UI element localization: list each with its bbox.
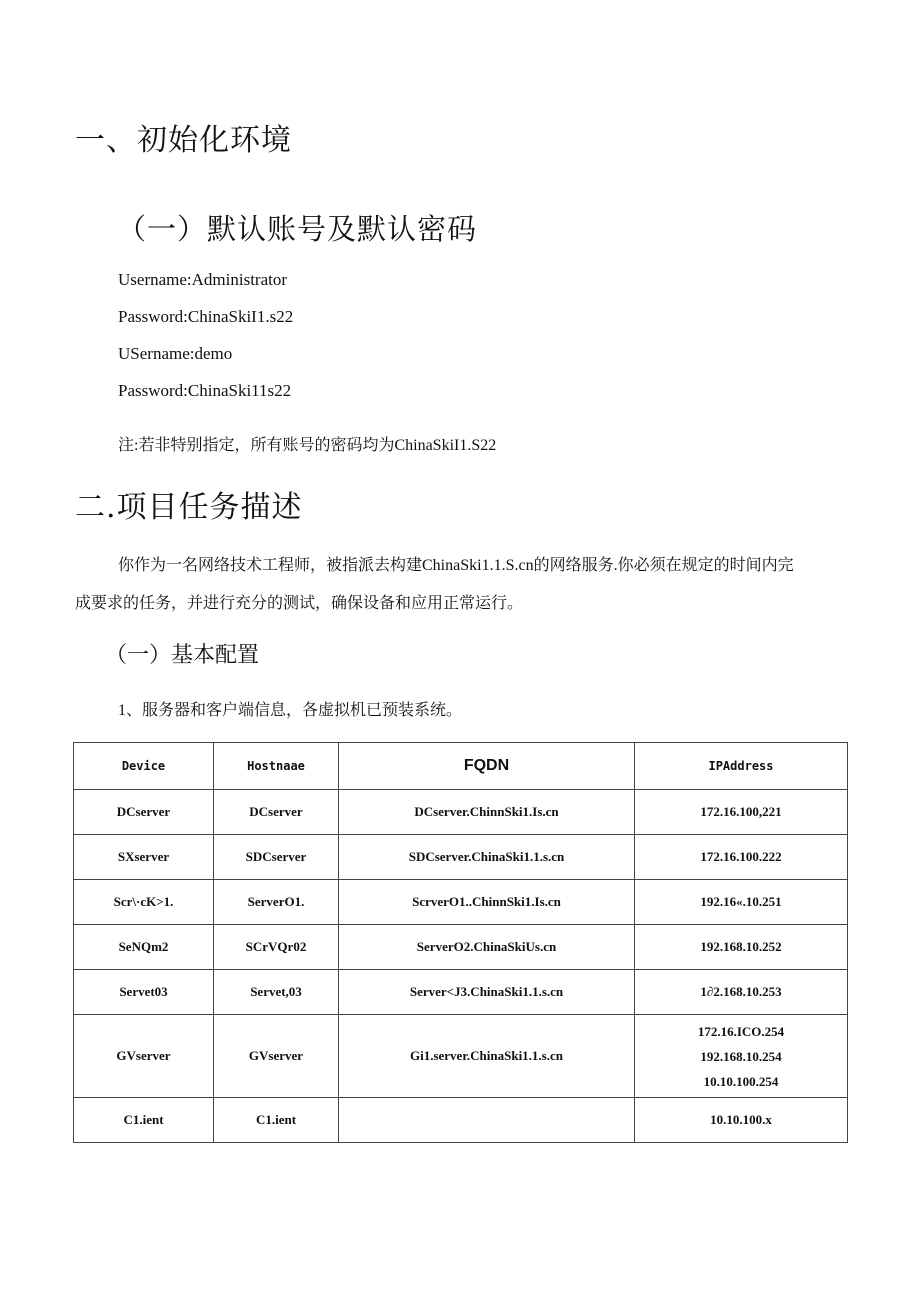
column-header-device: Device — [74, 743, 214, 790]
fqdn-cell: SDCserver.ChinaSki1.1.s.cn — [339, 835, 635, 880]
device-cell: Servet03 — [74, 970, 214, 1015]
ip-address-line: 10.10.100.254 — [703, 1073, 779, 1089]
table-row — [74, 925, 848, 970]
device-cell: GVserver — [74, 1015, 214, 1098]
ip-cell: 192.16«.10.251 — [635, 880, 848, 925]
ip-cell: 172.16.100,221 — [635, 790, 848, 835]
device-cell: Scr\·cK>1. — [74, 880, 214, 925]
fqdn-cell: ScrverO1..ChinnSki1.Is.cn — [339, 880, 635, 925]
list-item-1: 1、服务器和客户端信息，各虚拟机已预装系统。 — [118, 702, 463, 719]
subsection-title-basic-config: （一）基本配置 — [105, 643, 260, 668]
table-row — [74, 1098, 848, 1143]
ip-cell — [635, 1015, 848, 1098]
device-cell: C1.ient — [74, 1098, 214, 1143]
column-header-ipaddress: IPAddress — [635, 743, 848, 790]
ip-cell: 1∂2.168.10.253 — [635, 970, 848, 1015]
credential-line: Password:ChinaSki11s22 — [118, 381, 292, 400]
password-note: 注:若非特别指定，所有账号的密码均为ChinaSkiI1.S22 — [118, 437, 497, 454]
table-row — [74, 790, 848, 835]
device-cell: SXserver — [74, 835, 214, 880]
table-row — [74, 970, 848, 1015]
fqdn-cell — [339, 1098, 635, 1143]
hostname-cell: SCrVQr02 — [214, 925, 339, 970]
hostname-cell: C1.ient — [214, 1098, 339, 1143]
hostname-cell: GVserver — [214, 1015, 339, 1098]
hostname-cell: DCserver — [214, 790, 339, 835]
section-title-init: 一、初始化环境 — [75, 123, 292, 158]
table-row — [74, 880, 848, 925]
hostname-cell: SDCserver — [214, 835, 339, 880]
table-header-row — [74, 743, 848, 790]
fqdn-cell: ServerO2.ChinaSkiUs.cn — [339, 925, 635, 970]
device-cell: DCserver — [74, 790, 214, 835]
device-cell: SeNQm2 — [74, 925, 214, 970]
table-row — [74, 835, 848, 880]
credential-line: Username:Administrator — [118, 270, 288, 289]
ip-address-line: 172.16.ICO.254 — [697, 1023, 785, 1039]
fqdn-cell: DCserver.ChinnSki1.Is.cn — [339, 790, 635, 835]
table-row — [74, 1015, 848, 1098]
intro-line-2: 成要求的任务，并进行充分的测试，确保设备和应用正常运行。 — [75, 595, 524, 612]
fqdn-cell: Gi1.server.ChinaSki1.1.s.cn — [339, 1015, 635, 1098]
device-table — [73, 742, 848, 1143]
hostname-cell: ServerO1. — [214, 880, 339, 925]
subsection-title-default-accounts: （一）默认账号及默认密码 — [117, 212, 478, 246]
hostname-cell: Servet,03 — [214, 970, 339, 1015]
ip-address-line: 192.168.10.254 — [700, 1048, 782, 1064]
column-header-fqdn: FQDN — [339, 743, 635, 790]
ip-cell: 172.16.100.222 — [635, 835, 848, 880]
section-title-task: 二.项目任务描述 — [75, 490, 303, 525]
fqdn-cell: Server<J3.ChinaSki1.1.s.cn — [339, 970, 635, 1015]
column-header-hostname: Hostnaae — [214, 743, 339, 790]
intro-line-1: 你作为一名网络技术工程师，被指派去构建ChinaSki1.1.S.cn的网络服务.你必须在规定的时间内完 — [118, 557, 794, 574]
credential-line: Password:ChinaSkiI1.s22 — [118, 307, 294, 326]
ip-cell: 10.10.100.x — [635, 1098, 848, 1143]
credential-line: USername:demo — [118, 344, 233, 363]
ip-cell: 192.168.10.252 — [635, 925, 848, 970]
